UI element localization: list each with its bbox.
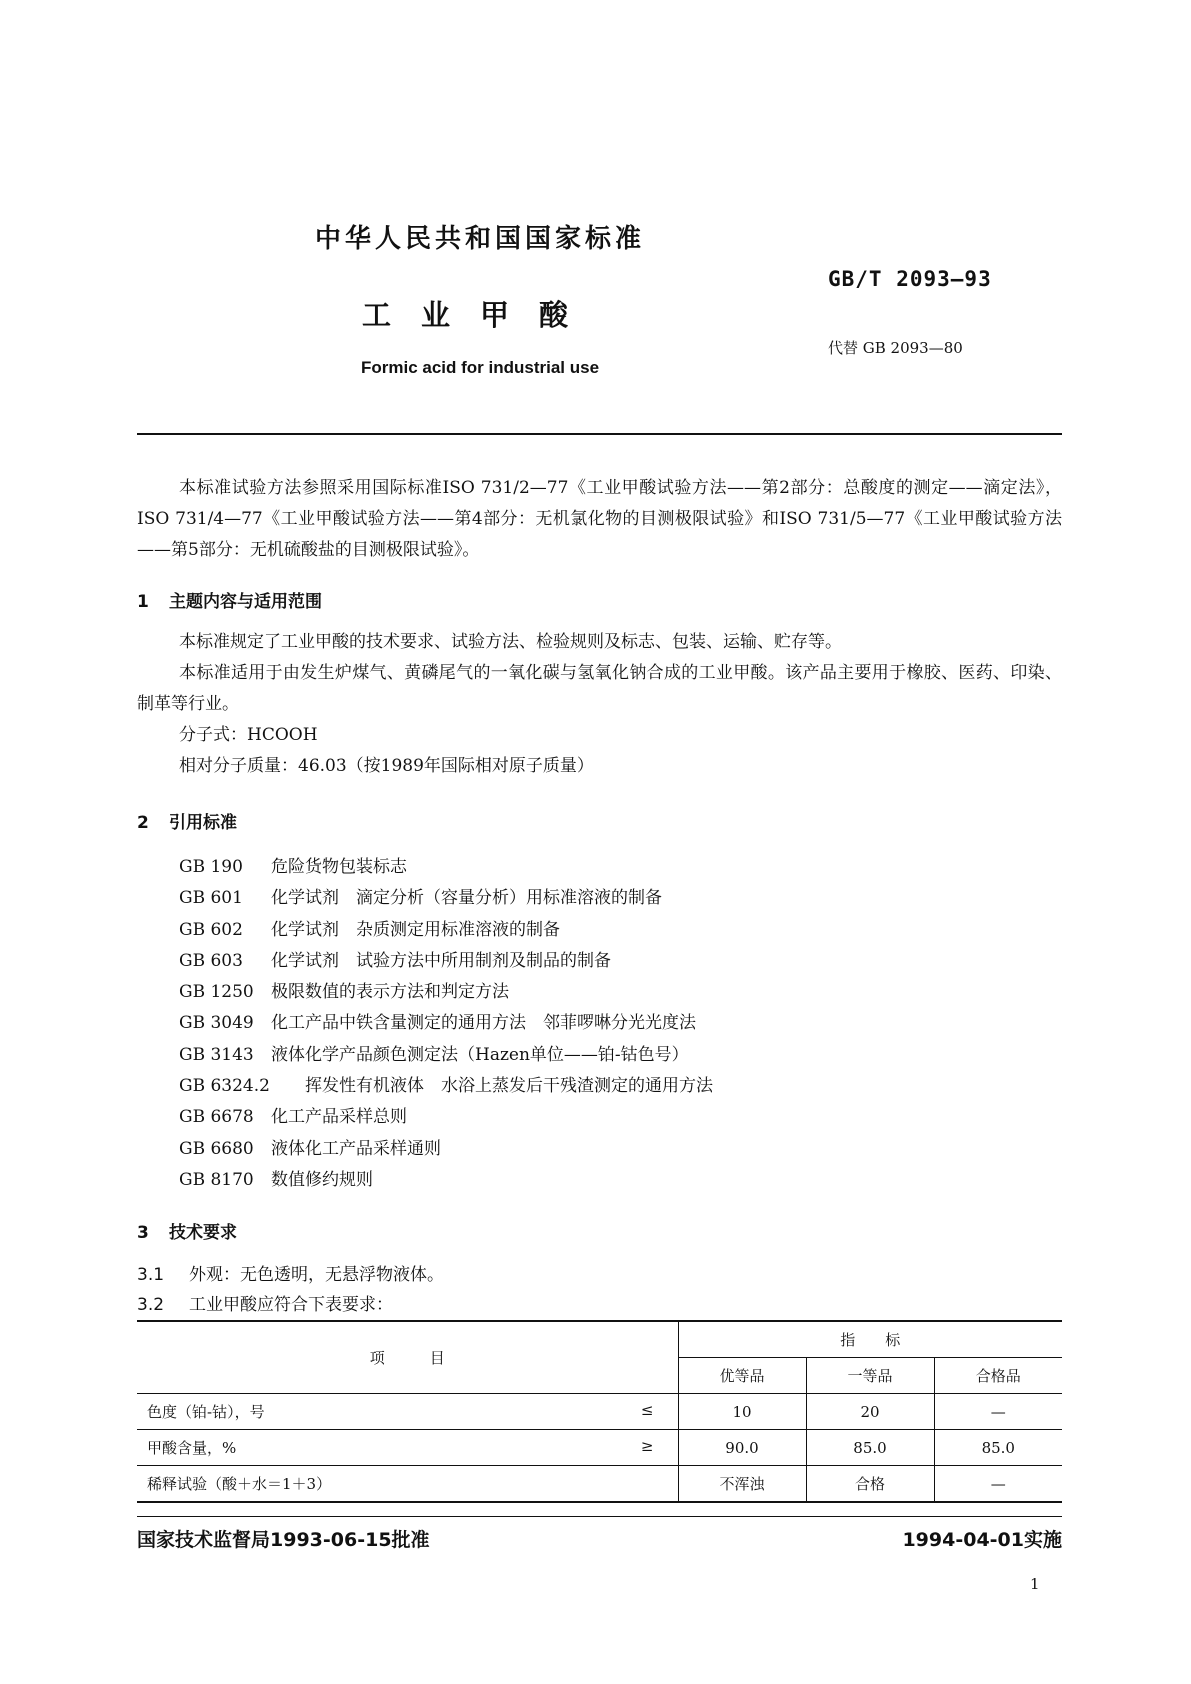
value-cell: 10 bbox=[678, 1394, 806, 1430]
table-header-row bbox=[137, 1321, 1062, 1358]
list-item bbox=[179, 1071, 713, 1102]
header-rule bbox=[137, 433, 1062, 435]
value-cell: 不浑浊 bbox=[678, 1466, 806, 1503]
index-header: 指 标 bbox=[678, 1321, 1062, 1358]
grade-header: 合格品 bbox=[934, 1358, 1062, 1394]
molecular-formula: 分子式：HCOOH bbox=[179, 725, 318, 745]
item-header: 项 目 bbox=[137, 1321, 678, 1394]
document-title-en: Formic acid for industrial use bbox=[360, 358, 600, 377]
spec-table bbox=[137, 1320, 1062, 1503]
section-number: 2 bbox=[137, 813, 149, 833]
value-cell: 20 bbox=[806, 1394, 934, 1430]
list-item bbox=[179, 1165, 713, 1196]
section-number: 3 bbox=[137, 1223, 149, 1243]
section-number: 1 bbox=[137, 592, 149, 612]
table-row bbox=[137, 1466, 1062, 1503]
list-item bbox=[179, 1134, 713, 1165]
molecular-mass: 相对分子质量：46.03（按1989年国际相对原子质量） bbox=[179, 756, 594, 776]
section-3-heading bbox=[137, 1218, 237, 1243]
list-item bbox=[179, 1102, 713, 1133]
clause-text: 外观：无色透明，无悬浮物液体。 bbox=[189, 1265, 444, 1285]
list-item bbox=[179, 1040, 713, 1071]
value-cell: — bbox=[934, 1466, 1062, 1503]
value-cell: — bbox=[934, 1394, 1062, 1430]
ref-title: 化学试剂 滴定分析（容量分析）用标准溶液的制备 bbox=[271, 888, 662, 909]
document-title-cn: 工业甲酸 bbox=[361, 298, 598, 332]
ref-code: GB 601 bbox=[179, 888, 243, 909]
ref-code: GB 8170 bbox=[179, 1169, 254, 1190]
ref-title: 化工产品中铁含量测定的通用方法 邻菲啰啉分光光度法 bbox=[271, 1013, 696, 1034]
list-item bbox=[179, 915, 713, 946]
ref-title: 数值修约规则 bbox=[271, 1169, 373, 1190]
ref-title: 挥发性有机液体 水浴上蒸发后干残渣测定的通用方法 bbox=[305, 1076, 713, 1097]
intro-paragraph: 本标准试验方法参照采用国际标准ISO 731/2—77《工业甲酸试验方法——第2部分：总酸度的测定——滴定法》，ISO 731/4—77《工业甲酸试验方法——第4部分：无机氯化物的目测极限试验》和ISO 731/5—77《工业甲酸试验方法——第5部分：无机硫酸盐的目测极限试验》。 bbox=[137, 478, 1062, 560]
item-cell bbox=[137, 1430, 678, 1466]
ref-title: 化学试剂 试验方法中所用制剂及制品的制备 bbox=[271, 950, 611, 971]
section-2-heading bbox=[137, 808, 237, 833]
value-cell: 85.0 bbox=[806, 1430, 934, 1466]
value-cell: 85.0 bbox=[934, 1430, 1062, 1466]
table-row bbox=[137, 1430, 1062, 1466]
comparison-symbol: ≤ bbox=[640, 1401, 654, 1419]
national-standard-heading: 中华人民共和国国家标准 bbox=[314, 224, 645, 254]
clause-3-2 bbox=[137, 1290, 393, 1315]
list-item bbox=[179, 946, 713, 977]
ref-code: GB 6678 bbox=[179, 1107, 254, 1128]
ref-title: 液体化工产品采样通则 bbox=[271, 1138, 441, 1159]
list-item bbox=[179, 883, 713, 914]
item-label: 甲酸含量，% bbox=[147, 1439, 237, 1457]
ref-title: 化学试剂 杂质测定用标准溶液的制备 bbox=[271, 919, 560, 940]
section-title: 引用标准 bbox=[169, 813, 237, 833]
grade-header: 一等品 bbox=[806, 1358, 934, 1394]
item-label: 色度（铂-钴），号 bbox=[147, 1403, 265, 1421]
section-1-paragraph-1: 本标准规定了工业甲酸的技术要求、试验方法、检验规则及标志、包装、运输、贮存等。 bbox=[179, 632, 842, 652]
table-row bbox=[137, 1394, 1062, 1430]
ref-code: GB 6324.2 bbox=[179, 1076, 270, 1097]
ref-code: GB 1250 bbox=[179, 982, 254, 1003]
section-1-paragraph-2: 本标准适用于由发生炉煤气、黄磷尾气的一氧化碳与氢氧化钠合成的工业甲酸。该产品主要用于橡胶、医药、印染、制革等行业。 bbox=[137, 663, 1062, 714]
value-cell: 90.0 bbox=[678, 1430, 806, 1466]
item-cell bbox=[137, 1394, 678, 1430]
ref-code: GB 6680 bbox=[179, 1138, 254, 1159]
section-title: 技术要求 bbox=[169, 1223, 237, 1243]
page-number: 1 bbox=[1030, 1575, 1040, 1593]
list-item bbox=[179, 1008, 713, 1039]
reference-list bbox=[179, 852, 713, 1196]
section-title: 主题内容与适用范围 bbox=[169, 592, 322, 612]
standard-number: GB/T 2093—93 bbox=[828, 267, 992, 291]
item-label: 稀释试验（酸＋水＝1＋3） bbox=[147, 1475, 332, 1493]
ref-code: GB 602 bbox=[179, 919, 243, 940]
footer-rule bbox=[137, 1516, 1062, 1517]
clause-number: 3.1 bbox=[137, 1265, 165, 1285]
approval-line: 国家技术监督局1993-06-15批准 bbox=[137, 1529, 430, 1551]
comparison-symbol: ≥ bbox=[640, 1437, 654, 1455]
ref-title: 危险货物包装标志 bbox=[271, 857, 407, 877]
item-cell bbox=[137, 1466, 678, 1503]
grade-header: 优等品 bbox=[678, 1358, 806, 1394]
clause-3-1 bbox=[137, 1260, 444, 1285]
value-cell: 合格 bbox=[806, 1466, 934, 1503]
section-1-heading bbox=[137, 587, 322, 612]
clause-number: 3.2 bbox=[137, 1295, 165, 1315]
list-item bbox=[179, 852, 713, 883]
ref-title: 化工产品采样总则 bbox=[271, 1107, 407, 1128]
clause-text: 工业甲酸应符合下表要求： bbox=[189, 1295, 393, 1315]
comparison-symbol bbox=[654, 1473, 668, 1494]
ref-code: GB 3049 bbox=[179, 1013, 254, 1034]
replaces-note: 代替 GB 2093—80 bbox=[828, 339, 963, 357]
ref-code: GB 603 bbox=[179, 950, 243, 971]
list-item bbox=[179, 977, 713, 1008]
ref-code: GB 190 bbox=[179, 857, 243, 877]
effective-date: 1994-04-01实施 bbox=[902, 1529, 1062, 1551]
ref-code: GB 3143 bbox=[179, 1044, 254, 1065]
ref-title: 液体化学产品颜色测定法（Hazen单位——铂-钴色号） bbox=[271, 1044, 689, 1065]
ref-title: 极限数值的表示方法和判定方法 bbox=[271, 982, 509, 1003]
